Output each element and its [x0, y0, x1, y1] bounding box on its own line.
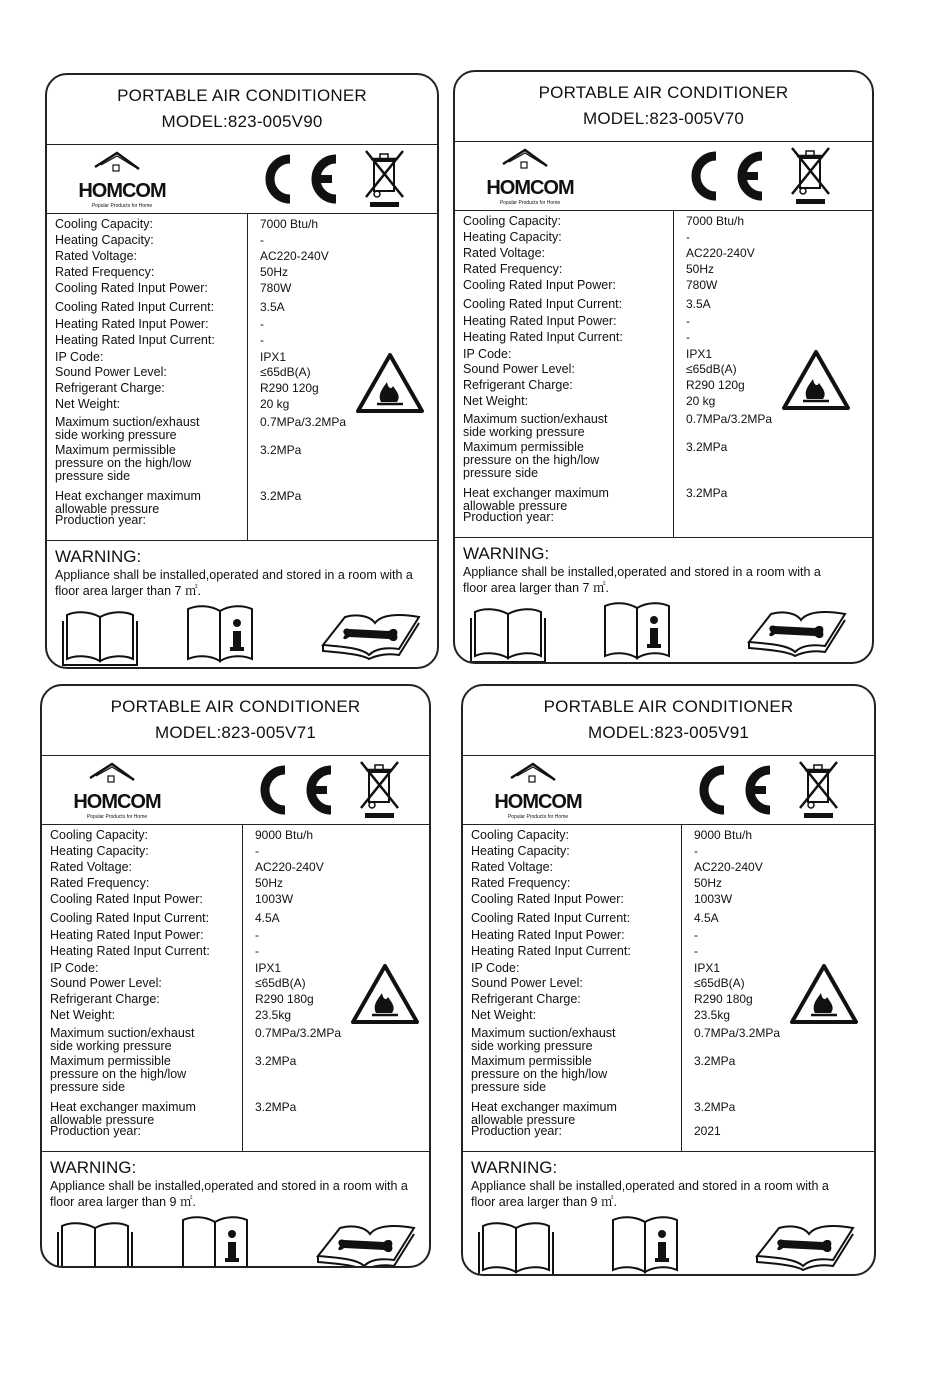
- spec-value: 50Hz: [255, 876, 284, 890]
- certification-strip: [47, 145, 437, 214]
- spec-value: 7000 Btu/h: [686, 214, 745, 228]
- ce-mark-icon: [686, 762, 776, 818]
- spec-value: 0.7MPa/3.2MPa: [686, 412, 773, 426]
- spec-label: Heating Capacity:: [55, 233, 154, 247]
- certification-strip: [42, 756, 429, 825]
- spec-label: Net Weight:: [55, 397, 121, 411]
- logo-tagline-text: Popular Products for Home: [507, 814, 569, 820]
- spec-label: Sound Power Level:: [463, 362, 575, 376]
- spec-label: Maximum permissible pressure on the high/low pressure side: [55, 443, 192, 483]
- specifications-table: [455, 211, 872, 538]
- manual-icons: [50, 1214, 421, 1268]
- warning-text: Appliance shall be installed,operated and stored in a room with a floor area larger than 7 ㎡.: [463, 565, 821, 595]
- spec-value: -: [686, 314, 690, 328]
- certification-strip: [463, 756, 874, 825]
- spec-label: Maximum suction/exhaust side working pressure: [55, 415, 200, 442]
- warning-title: WARNING:: [471, 1158, 558, 1177]
- flammable-warning-icon: [789, 963, 859, 1025]
- logo-tagline-text: Popular Products for Home: [91, 203, 153, 209]
- spec-label: Heating Capacity:: [463, 230, 562, 244]
- logo-tagline-text: Popular Products for Home: [86, 814, 148, 820]
- spec-value: 3.2MPa: [255, 1054, 297, 1068]
- spec-value: 23.5kg: [255, 1008, 292, 1022]
- spec-label: Maximum permissible pressure on the high/low pressure side: [50, 1054, 187, 1094]
- spec-label: Production year:: [50, 1124, 142, 1138]
- spec-value: R290 180g: [255, 992, 314, 1006]
- product-title: PORTABLE AIR CONDITIONER: [543, 697, 794, 716]
- spec-value: 0.7MPa/3.2MPa: [255, 1026, 342, 1040]
- spec-value: 3.2MPa: [694, 1100, 736, 1114]
- logo-brand-text: HOMCOM: [78, 180, 166, 202]
- info-manual-icon: [180, 1214, 250, 1268]
- logo-tagline-text: Popular Products for Home: [499, 200, 561, 206]
- spec-label: IP Code:: [55, 350, 104, 364]
- weee-bin-icon: [357, 758, 402, 820]
- flammable-warning-icon: [350, 963, 420, 1025]
- product-title: PORTABLE AIR CONDITIONER: [538, 83, 789, 102]
- warning-title: WARNING:: [463, 544, 550, 563]
- spec-value: 23.5kg: [694, 1008, 731, 1022]
- label-header: [455, 72, 872, 142]
- spec-label: Rated Frequency:: [463, 262, 563, 276]
- spec-value: AC220-240V: [686, 246, 755, 260]
- spec-label: Maximum permissible pressure on the high/low pressure side: [463, 440, 600, 480]
- logo-brand-text: HOMCOM: [486, 177, 574, 199]
- spec-label: Cooling Rated Input Current:: [55, 300, 215, 314]
- spec-label: Rated Frequency:: [471, 876, 571, 890]
- service-manual-icon: [319, 609, 423, 661]
- spec-label: Net Weight:: [463, 394, 529, 408]
- spec-value: 4.5A: [255, 911, 280, 925]
- spec-value: -: [694, 944, 698, 958]
- manual-icons: [471, 1214, 866, 1276]
- spec-value: 1003W: [694, 892, 733, 906]
- model-number: MODEL:823-005V70: [582, 109, 744, 128]
- spec-value: IPX1: [260, 350, 287, 364]
- label-823-005v91: [461, 684, 876, 1276]
- spec-label: Production year:: [471, 1124, 563, 1138]
- spec-label: Heating Rated Input Power:: [463, 314, 617, 328]
- spec-value: 7000 Btu/h: [260, 217, 319, 231]
- spec-value: IPX1: [686, 347, 713, 361]
- spec-value: 50Hz: [694, 876, 723, 890]
- spec-label: Cooling Capacity:: [471, 828, 569, 842]
- spec-label: Cooling Rated Input Power:: [55, 281, 208, 295]
- spec-label: Heat exchanger maximum allowable pressure: [471, 1100, 617, 1127]
- spec-value: AC220-240V: [694, 860, 763, 874]
- spec-label: Cooling Rated Input Current:: [50, 911, 210, 925]
- spec-value: 0.7MPa/3.2MPa: [694, 1026, 781, 1040]
- spec-label: Heating Rated Input Current:: [471, 944, 631, 958]
- spec-label: Heat exchanger maximum allowable pressure: [55, 489, 201, 516]
- homcom-logo-icon: [77, 147, 167, 211]
- spec-label: Sound Power Level:: [471, 976, 583, 990]
- spec-value: 3.2MPa: [686, 486, 728, 500]
- read-manual-icon: [61, 607, 139, 667]
- spec-label: IP Code:: [471, 961, 520, 975]
- product-title: PORTABLE AIR CONDITIONER: [110, 697, 361, 716]
- spec-label: Refrigerant Charge:: [50, 992, 160, 1006]
- ce-mark-icon: [678, 148, 768, 204]
- warning-section: [455, 538, 872, 664]
- homcom-logo-icon: [493, 758, 583, 822]
- flammable-warning-icon: [781, 349, 851, 411]
- model-number: MODEL:823-005V71: [154, 723, 316, 742]
- info-manual-icon: [185, 603, 255, 665]
- spec-label: Sound Power Level:: [55, 365, 167, 379]
- spec-value: 0.7MPa/3.2MPa: [260, 415, 347, 429]
- specifications-table: [47, 214, 437, 541]
- spec-label: Cooling Capacity:: [463, 214, 561, 228]
- spec-label: Heating Rated Input Power:: [55, 317, 209, 331]
- spec-label: Net Weight:: [50, 1008, 116, 1022]
- spec-label: Cooling Rated Input Current:: [463, 297, 623, 311]
- spec-label: Rated Voltage:: [50, 860, 133, 874]
- spec-label: Heating Rated Input Power:: [471, 928, 625, 942]
- spec-label: IP Code:: [463, 347, 512, 361]
- logo-brand-text: HOMCOM: [494, 791, 582, 813]
- spec-value: IPX1: [694, 961, 721, 975]
- spec-value: 3.2MPa: [255, 1100, 297, 1114]
- spec-value: ≤65dB(A): [260, 365, 311, 379]
- spec-value: -: [260, 333, 264, 347]
- ce-mark-icon: [247, 762, 337, 818]
- spec-label: Production year:: [463, 510, 555, 524]
- spec-value: -: [686, 330, 690, 344]
- spec-label: Cooling Rated Input Power:: [471, 892, 624, 906]
- logo-brand-text: HOMCOM: [73, 791, 161, 813]
- spec-value: 3.5A: [686, 297, 711, 311]
- product-title: PORTABLE AIR CONDITIONER: [117, 86, 367, 105]
- spec-value: 3.2MPa: [260, 443, 302, 457]
- spec-value: IPX1: [255, 961, 282, 975]
- spec-value: -: [260, 317, 264, 331]
- spec-label: Heating Rated Input Power:: [50, 928, 204, 942]
- spec-label: Heating Rated Input Current:: [55, 333, 215, 347]
- label-823-005v71: [40, 684, 431, 1268]
- spec-value: 3.5A: [260, 300, 285, 314]
- spec-value: 1003W: [255, 892, 294, 906]
- spec-label: Refrigerant Charge:: [55, 381, 165, 395]
- table-divider: [247, 214, 248, 540]
- read-manual-icon: [56, 1218, 134, 1268]
- spec-label: Maximum permissible pressure on the high/low pressure side: [471, 1054, 608, 1094]
- label-header: [47, 75, 437, 145]
- spec-label: Rated Frequency:: [55, 265, 155, 279]
- weee-bin-icon: [796, 758, 841, 820]
- specifications-table: [463, 825, 874, 1152]
- spec-label: Heating Rated Input Current:: [50, 944, 210, 958]
- table-divider: [681, 825, 682, 1151]
- spec-value: 780W: [686, 278, 718, 292]
- model-number: MODEL:823-005V90: [161, 112, 323, 131]
- spec-value: -: [255, 944, 259, 958]
- spec-label: Cooling Capacity:: [55, 217, 153, 231]
- spec-label: IP Code:: [50, 961, 99, 975]
- spec-label: Heating Rated Input Current:: [463, 330, 623, 344]
- manual-icons: [463, 600, 864, 664]
- read-manual-icon: [477, 1218, 555, 1276]
- spec-label: Heating Capacity:: [471, 844, 570, 858]
- spec-label: Rated Voltage:: [463, 246, 546, 260]
- model-number: MODEL:823-005V91: [587, 723, 749, 742]
- weee-bin-icon: [788, 144, 833, 206]
- spec-value: -: [260, 233, 264, 247]
- spec-value: 2021: [694, 1124, 721, 1138]
- spec-label: Refrigerant Charge:: [471, 992, 581, 1006]
- spec-label: Sound Power Level:: [50, 976, 162, 990]
- table-divider: [673, 211, 674, 537]
- spec-value: -: [255, 844, 259, 858]
- homcom-logo-icon: [72, 758, 162, 822]
- spec-value: -: [694, 928, 698, 942]
- spec-label: Rated Frequency:: [50, 876, 150, 890]
- warning-text: Appliance shall be installed,operated and stored in a room with a floor area larger than 7 ㎡.: [55, 568, 413, 598]
- spec-value: 50Hz: [686, 262, 715, 276]
- spec-label: Rated Voltage:: [471, 860, 554, 874]
- label-header: [463, 686, 874, 756]
- spec-value: 20 kg: [686, 394, 716, 408]
- spec-value: 50Hz: [260, 265, 289, 279]
- warning-title: WARNING:: [55, 547, 142, 566]
- spec-label: Cooling Rated Input Power:: [463, 278, 616, 292]
- spec-value: R290 120g: [260, 381, 319, 395]
- spec-value: ≤65dB(A): [255, 976, 306, 990]
- read-manual-icon: [469, 604, 547, 664]
- warning-title: WARNING:: [50, 1158, 137, 1177]
- weee-bin-icon: [362, 147, 407, 209]
- spec-value: 780W: [260, 281, 292, 295]
- spec-value: R290 120g: [686, 378, 745, 392]
- label-823-005v70: [453, 70, 874, 664]
- spec-label: Production year:: [55, 513, 147, 527]
- spec-label: Cooling Rated Input Current:: [471, 911, 631, 925]
- spec-label: Maximum suction/exhaust side working pressure: [463, 412, 608, 439]
- spec-value: 4.5A: [694, 911, 719, 925]
- spec-label: Rated Voltage:: [55, 249, 138, 263]
- info-manual-icon: [610, 1214, 680, 1276]
- spec-label: Refrigerant Charge:: [463, 378, 573, 392]
- spec-value: R290 180g: [694, 992, 753, 1006]
- spec-label: Heat exchanger maximum allowable pressure: [50, 1100, 196, 1127]
- spec-value: -: [694, 844, 698, 858]
- spec-value: 9000 Btu/h: [694, 828, 753, 842]
- ce-mark-icon: [252, 151, 342, 207]
- spec-value: 3.2MPa: [686, 440, 728, 454]
- spec-value: AC220-240V: [255, 860, 324, 874]
- spec-value: 9000 Btu/h: [255, 828, 314, 842]
- flammable-warning-icon: [355, 352, 425, 414]
- spec-value: -: [255, 928, 259, 942]
- warning-text: Appliance shall be installed,operated and stored in a room with a floor area larger than 9 ㎡.: [50, 1179, 408, 1209]
- manual-icons: [55, 603, 429, 669]
- service-manual-icon: [753, 1220, 857, 1272]
- spec-label: Heat exchanger maximum allowable pressure: [463, 486, 609, 513]
- spec-label: Cooling Capacity:: [50, 828, 148, 842]
- spec-value: 20 kg: [260, 397, 290, 411]
- spec-label: Maximum suction/exhaust side working pressure: [471, 1026, 616, 1053]
- specifications-table: [42, 825, 429, 1152]
- spec-value: ≤65dB(A): [694, 976, 745, 990]
- homcom-logo-icon: [485, 144, 575, 208]
- spec-label: Cooling Rated Input Power:: [50, 892, 203, 906]
- spec-value: AC220-240V: [260, 249, 329, 263]
- label-823-005v90: [45, 73, 439, 669]
- warning-section: [42, 1152, 429, 1268]
- spec-value: -: [686, 230, 690, 244]
- certification-strip: [455, 142, 872, 211]
- service-manual-icon: [314, 1220, 418, 1268]
- service-manual-icon: [745, 606, 849, 658]
- spec-value: 3.2MPa: [694, 1054, 736, 1068]
- spec-value: 3.2MPa: [260, 489, 302, 503]
- warning-section: [47, 541, 437, 669]
- label-header: [42, 686, 429, 756]
- spec-label: Maximum suction/exhaust side working pressure: [50, 1026, 195, 1053]
- spec-value: ≤65dB(A): [686, 362, 737, 376]
- spec-label: Net Weight:: [471, 1008, 537, 1022]
- spec-label: Heating Capacity:: [50, 844, 149, 858]
- info-manual-icon: [602, 600, 672, 662]
- warning-section: [463, 1152, 874, 1276]
- table-divider: [242, 825, 243, 1151]
- warning-text: Appliance shall be installed,operated and stored in a room with a floor area larger than 9 ㎡.: [471, 1179, 829, 1209]
